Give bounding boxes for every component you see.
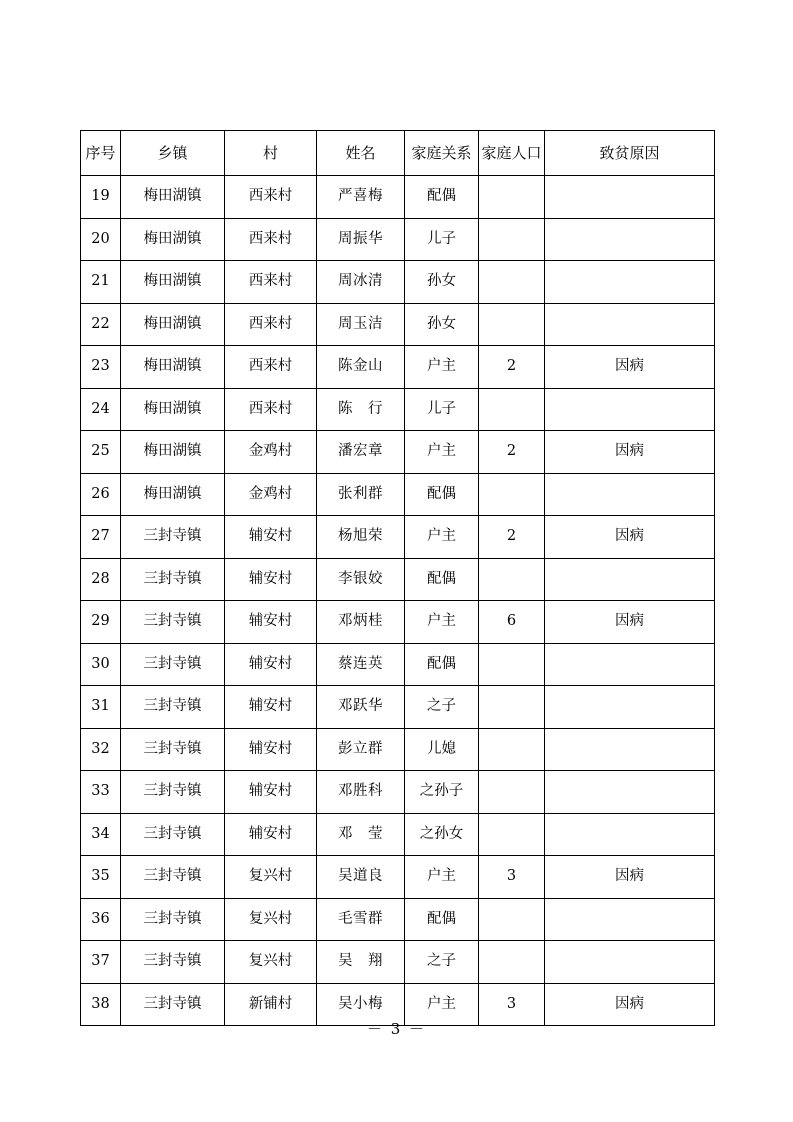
column-header-village: 村	[225, 131, 317, 176]
cell-name: 邓胜科	[317, 771, 405, 814]
cell-town: 三封寺镇	[121, 771, 225, 814]
cell-reason	[545, 558, 715, 601]
cell-town: 三封寺镇	[121, 643, 225, 686]
cell-name: 周玉洁	[317, 303, 405, 346]
table-row	[81, 898, 715, 941]
cell-reason: 因病	[545, 516, 715, 559]
cell-village: 西来村	[225, 176, 317, 219]
cell-seq: 35	[81, 856, 121, 899]
cell-town: 梅田湖镇	[121, 473, 225, 516]
cell-seq: 20	[81, 218, 121, 261]
cell-town: 三封寺镇	[121, 941, 225, 984]
cell-town: 梅田湖镇	[121, 431, 225, 474]
cell-population	[479, 218, 545, 261]
cell-reason	[545, 388, 715, 431]
cell-relation: 之子	[405, 686, 479, 729]
column-header-seq: 序号	[81, 131, 121, 176]
cell-seq: 21	[81, 261, 121, 304]
cell-seq: 27	[81, 516, 121, 559]
cell-name: 李银姣	[317, 558, 405, 601]
cell-relation: 户主	[405, 346, 479, 389]
cell-village: 辅安村	[225, 728, 317, 771]
cell-town: 梅田湖镇	[121, 218, 225, 261]
poverty-household-table-wrapper	[80, 130, 714, 1026]
cell-seq: 33	[81, 771, 121, 814]
cell-town: 三封寺镇	[121, 856, 225, 899]
cell-village: 西来村	[225, 303, 317, 346]
cell-name: 张利群	[317, 473, 405, 516]
cell-town: 三封寺镇	[121, 686, 225, 729]
table-row	[81, 303, 715, 346]
cell-seq: 19	[81, 176, 121, 219]
table-header	[81, 131, 715, 176]
cell-population: 2	[479, 431, 545, 474]
cell-seq: 26	[81, 473, 121, 516]
cell-town: 梅田湖镇	[121, 176, 225, 219]
cell-relation: 儿子	[405, 388, 479, 431]
cell-reason	[545, 218, 715, 261]
table-header-row	[81, 131, 715, 176]
cell-name: 毛雪群	[317, 898, 405, 941]
cell-village: 金鸡村	[225, 431, 317, 474]
cell-reason	[545, 813, 715, 856]
cell-town: 三封寺镇	[121, 516, 225, 559]
cell-population	[479, 643, 545, 686]
cell-reason	[545, 728, 715, 771]
cell-population	[479, 473, 545, 516]
cell-village: 西来村	[225, 388, 317, 431]
cell-village: 复兴村	[225, 941, 317, 984]
cell-seq: 22	[81, 303, 121, 346]
cell-population	[479, 176, 545, 219]
cell-population	[479, 941, 545, 984]
cell-relation: 孙女	[405, 303, 479, 346]
cell-village: 辅安村	[225, 771, 317, 814]
cell-village: 辅安村	[225, 516, 317, 559]
cell-reason	[545, 686, 715, 729]
cell-population	[479, 728, 545, 771]
cell-relation: 配偶	[405, 473, 479, 516]
cell-name: 吴道良	[317, 856, 405, 899]
cell-seq: 32	[81, 728, 121, 771]
cell-reason	[545, 176, 715, 219]
cell-name: 周冰清	[317, 261, 405, 304]
cell-reason: 因病	[545, 856, 715, 899]
cell-village: 西来村	[225, 346, 317, 389]
cell-relation: 配偶	[405, 176, 479, 219]
cell-name: 邓跃华	[317, 686, 405, 729]
cell-town: 梅田湖镇	[121, 346, 225, 389]
column-header-name: 姓名	[317, 131, 405, 176]
column-header-town: 乡镇	[121, 131, 225, 176]
cell-seq: 28	[81, 558, 121, 601]
cell-reason: 因病	[545, 983, 715, 1026]
cell-relation: 配偶	[405, 558, 479, 601]
cell-population: 3	[479, 856, 545, 899]
column-header-population: 家庭人口	[479, 131, 545, 176]
cell-reason: 因病	[545, 346, 715, 389]
table-row	[81, 856, 715, 899]
cell-population: 6	[479, 601, 545, 644]
table-row	[81, 261, 715, 304]
cell-name: 邓炳桂	[317, 601, 405, 644]
table-row	[81, 813, 715, 856]
cell-seq: 23	[81, 346, 121, 389]
cell-seq: 25	[81, 431, 121, 474]
table-row	[81, 643, 715, 686]
table-row	[81, 771, 715, 814]
cell-population	[479, 898, 545, 941]
cell-relation: 儿媳	[405, 728, 479, 771]
table-row	[81, 473, 715, 516]
cell-seq: 24	[81, 388, 121, 431]
cell-seq: 38	[81, 983, 121, 1026]
cell-seq: 36	[81, 898, 121, 941]
cell-name: 彭立群	[317, 728, 405, 771]
cell-population	[479, 388, 545, 431]
cell-seq: 31	[81, 686, 121, 729]
cell-village: 辅安村	[225, 601, 317, 644]
cell-name: 邓 莹	[317, 813, 405, 856]
table-row	[81, 431, 715, 474]
cell-relation: 户主	[405, 856, 479, 899]
cell-village: 西来村	[225, 261, 317, 304]
table-row	[81, 558, 715, 601]
cell-population	[479, 558, 545, 601]
table-row	[81, 516, 715, 559]
cell-population: 3	[479, 983, 545, 1026]
cell-village: 复兴村	[225, 898, 317, 941]
cell-relation: 之孙女	[405, 813, 479, 856]
cell-seq: 30	[81, 643, 121, 686]
cell-name: 周振华	[317, 218, 405, 261]
cell-name: 潘宏章	[317, 431, 405, 474]
cell-population	[479, 303, 545, 346]
cell-village: 辅安村	[225, 558, 317, 601]
cell-town: 三封寺镇	[121, 898, 225, 941]
cell-village: 复兴村	[225, 856, 317, 899]
cell-reason	[545, 771, 715, 814]
cell-seq: 29	[81, 601, 121, 644]
cell-population	[479, 686, 545, 729]
cell-reason	[545, 261, 715, 304]
cell-reason	[545, 473, 715, 516]
table-row	[81, 941, 715, 984]
poverty-household-table	[80, 130, 715, 1026]
cell-reason	[545, 303, 715, 346]
cell-relation: 户主	[405, 431, 479, 474]
cell-village: 新铺村	[225, 983, 317, 1026]
table-row	[81, 176, 715, 219]
column-header-reason: 致贫原因	[545, 131, 715, 176]
cell-reason: 因病	[545, 601, 715, 644]
cell-reason	[545, 643, 715, 686]
table-body	[81, 176, 715, 1026]
cell-reason	[545, 898, 715, 941]
column-header-relation: 家庭关系	[405, 131, 479, 176]
cell-name: 严喜梅	[317, 176, 405, 219]
cell-town: 三封寺镇	[121, 728, 225, 771]
page-number: － 3 －	[366, 1020, 427, 1038]
cell-relation: 户主	[405, 516, 479, 559]
cell-town: 梅田湖镇	[121, 261, 225, 304]
table-row	[81, 346, 715, 389]
cell-population	[479, 813, 545, 856]
cell-name: 吴 翔	[317, 941, 405, 984]
cell-population: 2	[479, 516, 545, 559]
cell-name: 杨旭荣	[317, 516, 405, 559]
cell-name: 陈金山	[317, 346, 405, 389]
cell-town: 梅田湖镇	[121, 303, 225, 346]
cell-relation: 户主	[405, 983, 479, 1026]
cell-population: 2	[479, 346, 545, 389]
cell-village: 辅安村	[225, 643, 317, 686]
table-row	[81, 388, 715, 431]
cell-town: 三封寺镇	[121, 983, 225, 1026]
cell-village: 西来村	[225, 218, 317, 261]
cell-relation: 之子	[405, 941, 479, 984]
cell-town: 三封寺镇	[121, 558, 225, 601]
cell-population	[479, 261, 545, 304]
cell-relation: 户主	[405, 601, 479, 644]
cell-seq: 34	[81, 813, 121, 856]
cell-reason: 因病	[545, 431, 715, 474]
cell-town: 三封寺镇	[121, 813, 225, 856]
table-row	[81, 601, 715, 644]
cell-village: 辅安村	[225, 813, 317, 856]
cell-village: 金鸡村	[225, 473, 317, 516]
table-row	[81, 728, 715, 771]
cell-seq: 37	[81, 941, 121, 984]
cell-relation: 儿子	[405, 218, 479, 261]
cell-name: 陈 行	[317, 388, 405, 431]
cell-village: 辅安村	[225, 686, 317, 729]
table-row	[81, 218, 715, 261]
table-row	[81, 686, 715, 729]
cell-population	[479, 771, 545, 814]
cell-reason	[545, 941, 715, 984]
cell-town: 三封寺镇	[121, 601, 225, 644]
cell-name: 蔡连英	[317, 643, 405, 686]
cell-relation: 配偶	[405, 643, 479, 686]
cell-relation: 孙女	[405, 261, 479, 304]
cell-relation: 配偶	[405, 898, 479, 941]
cell-town: 梅田湖镇	[121, 388, 225, 431]
cell-name: 吴小梅	[317, 983, 405, 1026]
cell-relation: 之孙子	[405, 771, 479, 814]
